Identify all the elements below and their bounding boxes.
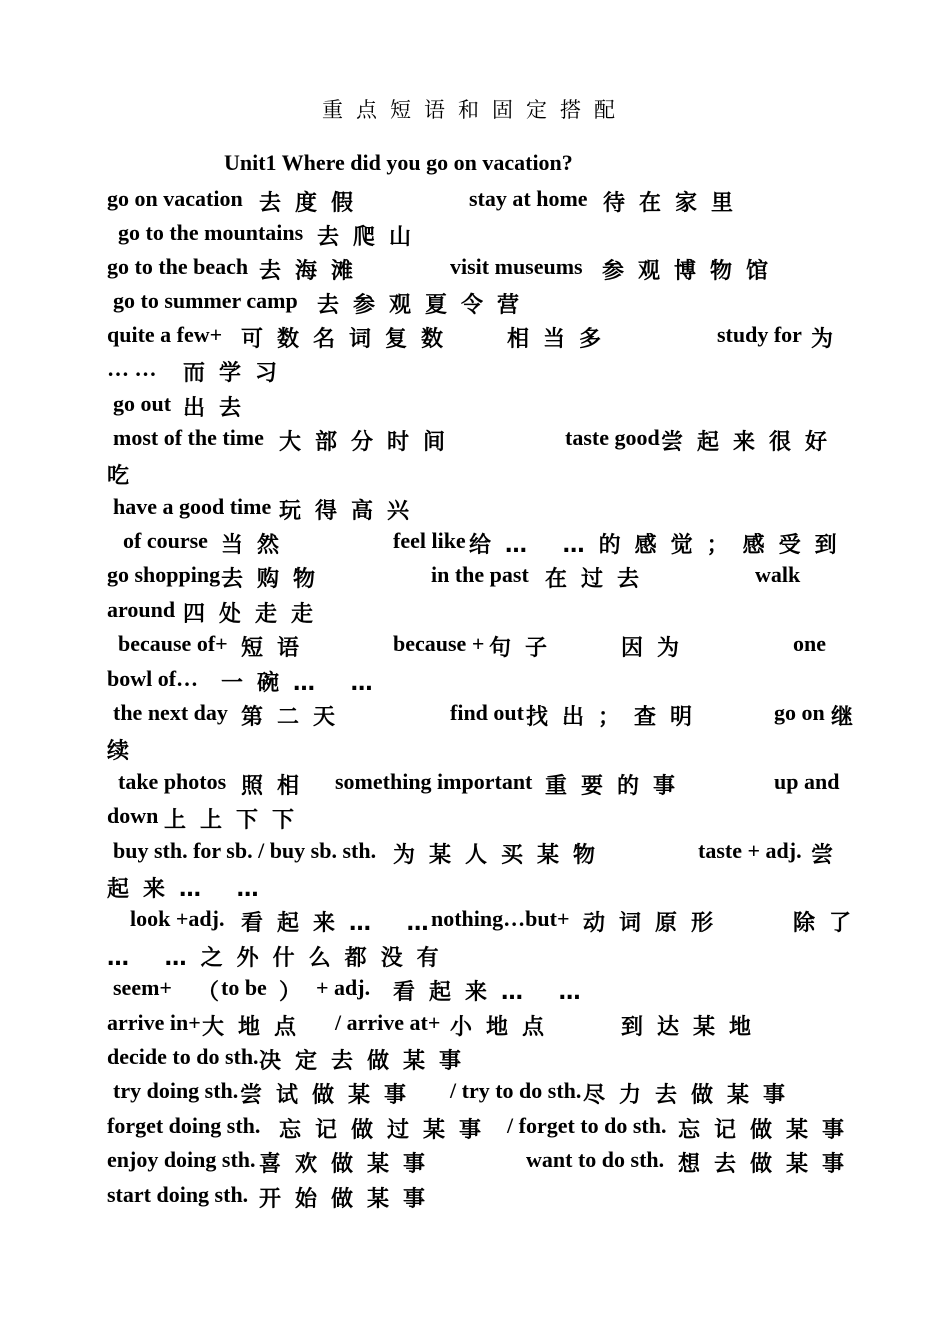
- phrase-cn: 一碗… …: [221, 671, 387, 696]
- phrase-cn: 续: [107, 739, 144, 764]
- phrase-cn: 看起来… …: [241, 911, 443, 936]
- phrase-line: [107, 941, 867, 971]
- phrase-en: of course: [123, 528, 208, 553]
- phrase-en: most of the time: [113, 425, 264, 450]
- phrase-cn: 到达某地: [621, 1015, 766, 1040]
- phrase-en: go to summer camp: [113, 288, 298, 313]
- phrase-en: because +: [393, 631, 485, 656]
- phrase-en: … …: [107, 356, 157, 381]
- phrase-en: because of+: [118, 631, 228, 656]
- phrase-en: go to the beach: [107, 254, 249, 279]
- phrase-cn: 起来… …: [107, 877, 273, 902]
- phrase-line: [107, 254, 867, 284]
- phrase-cn: 尝: [811, 843, 848, 868]
- phrase-cn: 而学习: [183, 361, 292, 386]
- phrase-cn: 吃: [107, 464, 144, 489]
- phrase-line: [107, 186, 867, 216]
- phrase-cn: 去爬山: [317, 225, 426, 250]
- phrase-en: + adj.: [316, 975, 371, 1000]
- phrase-line: [107, 666, 867, 696]
- phrase-cn: 因为: [621, 636, 694, 661]
- phrase-en: nothing…but+: [431, 906, 570, 931]
- phrase-line: [107, 769, 867, 799]
- phrase-en: to be: [221, 975, 267, 1000]
- phrase-cn: 第二天: [241, 705, 350, 730]
- phrase-en: the next day: [113, 700, 228, 725]
- phrase-cn: 重要的事: [545, 774, 690, 799]
- phrase-cn: 找出；查明: [526, 705, 707, 730]
- phrase-en: try doing sth.: [113, 1078, 239, 1103]
- phrase-en: down: [107, 803, 159, 828]
- phrase-line: [107, 220, 867, 250]
- phrase-en: taste good: [565, 425, 660, 450]
- phrase-en: decide to do sth.: [107, 1044, 259, 1069]
- phrase-cn: 尝试做某事: [240, 1083, 421, 1108]
- phrase-line: [107, 494, 867, 524]
- phrase-en: go to the mountains: [118, 220, 304, 245]
- phrase-en: have a good time: [113, 494, 272, 519]
- phrase-en: bowl of…: [107, 666, 199, 691]
- phrase-en: / arrive at+: [335, 1010, 441, 1035]
- phrase-cn: 出去: [183, 396, 256, 421]
- phrase-line: [107, 288, 867, 318]
- phrase-cn: 去购物: [221, 567, 330, 592]
- phrase-cn: 上上下下: [164, 808, 309, 833]
- phrase-en: feel like: [393, 528, 466, 553]
- phrase-cn: 参观博物馆: [602, 259, 783, 284]
- phrase-cn: 在过去: [545, 567, 654, 592]
- phrase-en: one: [793, 631, 826, 656]
- phrase-en: buy sth. for sb. / buy sb. sth.: [113, 838, 377, 863]
- phrase-cn: 尝起来很好: [661, 430, 842, 455]
- phrase-cn: 开始做某事: [259, 1187, 440, 1212]
- phrase-en: take photos: [118, 769, 227, 794]
- phrase-cn: ）: [279, 980, 316, 1005]
- phrase-line: [107, 528, 867, 558]
- phrase-en: / forget to do sth.: [507, 1113, 667, 1138]
- phrase-cn: 尽力去做某事: [583, 1083, 800, 1108]
- phrase-cn: 给… …的感觉；感受到: [469, 533, 851, 558]
- phrase-line: [107, 425, 867, 455]
- phrase-cn: 小地点: [450, 1015, 559, 1040]
- phrase-line: [107, 1182, 867, 1212]
- phrase-cn: 照相: [241, 774, 314, 799]
- phrase-cn: 继: [831, 705, 868, 730]
- phrase-en: enjoy doing sth.: [107, 1147, 256, 1172]
- phrase-en: up and: [774, 769, 840, 794]
- phrase-en: seem+: [113, 975, 172, 1000]
- phrase-en: start doing sth.: [107, 1182, 249, 1207]
- phrase-en: go shopping: [107, 562, 221, 587]
- phrase-line: [107, 906, 867, 936]
- phrase-cn: 为某人买某物: [393, 843, 610, 868]
- phrase-en: quite a few+: [107, 322, 223, 347]
- phrase-en: taste + adj.: [698, 838, 802, 863]
- phrase-cn: 大部分时间: [279, 430, 460, 455]
- phrase-en: go on: [774, 700, 825, 725]
- phrase-line: [107, 1010, 867, 1040]
- phrase-en: forget doing sth.: [107, 1113, 261, 1138]
- phrase-en: arrive in+: [107, 1010, 201, 1035]
- phrase-en: want to do sth.: [526, 1147, 665, 1172]
- phrase-cn: 大地点: [202, 1015, 311, 1040]
- phrase-line: [107, 459, 867, 489]
- phrase-cn: 决定去做某事: [259, 1049, 476, 1074]
- phrase-en: something important: [335, 769, 533, 794]
- phrase-line: [107, 872, 867, 902]
- phrase-cn: 喜欢做某事: [259, 1152, 440, 1177]
- phrase-en: look +adj.: [130, 906, 225, 931]
- doc-title: 重点短语和固定搭配: [322, 98, 628, 122]
- phrase-cn: 当然: [221, 533, 294, 558]
- phrase-cn: 动词原形: [583, 911, 728, 936]
- phrase-line: [107, 838, 867, 868]
- phrase-line: [107, 1078, 867, 1108]
- phrase-cn: 待在家里: [603, 191, 748, 216]
- phrase-cn: 短语: [241, 636, 314, 661]
- phrase-line: [107, 1147, 867, 1177]
- phrase-en: stay at home: [469, 186, 588, 211]
- phrase-line: [107, 356, 867, 386]
- phrase-cn: 想去做某事: [678, 1152, 859, 1177]
- phrase-en: study for: [717, 322, 802, 347]
- phrase-line: [107, 322, 867, 352]
- phrase-line: [107, 391, 867, 421]
- phrase-line: [107, 734, 867, 764]
- phrase-cn: 看起来… …: [393, 980, 595, 1005]
- phrase-cn: 去度假: [259, 191, 368, 216]
- phrase-line: [107, 975, 867, 1005]
- phrase-line: [107, 1113, 867, 1143]
- phrase-line: [107, 562, 867, 592]
- phrase-en: visit museums: [450, 254, 583, 279]
- phrase-en: / try to do sth.: [450, 1078, 582, 1103]
- phrase-en: go on vacation: [107, 186, 243, 211]
- phrase-cn: 玩得高兴: [279, 499, 424, 524]
- phrase-en: around: [107, 597, 176, 622]
- phrase-cn: 忘记做过某事: [279, 1118, 496, 1143]
- phrase-cn: 句子: [489, 636, 562, 661]
- phrase-cn: … …之外什么都没有: [107, 946, 453, 971]
- phrase-cn: （: [197, 980, 234, 1005]
- phrase-cn: 为: [811, 327, 848, 352]
- phrase-cn: 去海滩: [259, 259, 368, 284]
- phrase-line: [107, 1044, 867, 1074]
- phrase-cn: 相当多: [507, 327, 616, 352]
- phrase-line: [107, 631, 867, 661]
- phrase-line: [107, 597, 867, 627]
- phrase-cn: 四处走走: [183, 602, 328, 627]
- phrase-en: find out: [450, 700, 524, 725]
- phrase-en: in the past: [431, 562, 529, 587]
- unit-heading: Unit1 Where did you go on vacation?: [224, 150, 573, 175]
- phrase-cn: 可数名词复数: [241, 327, 458, 352]
- phrase-line: [107, 803, 867, 833]
- phrase-cn: 除了: [793, 911, 866, 936]
- phrase-en: walk: [755, 562, 801, 587]
- phrase-cn: 忘记做某事: [678, 1118, 859, 1143]
- phrase-cn: 去参观夏令营: [317, 293, 534, 318]
- phrase-line: [107, 700, 867, 730]
- phrase-en: go out: [113, 391, 172, 416]
